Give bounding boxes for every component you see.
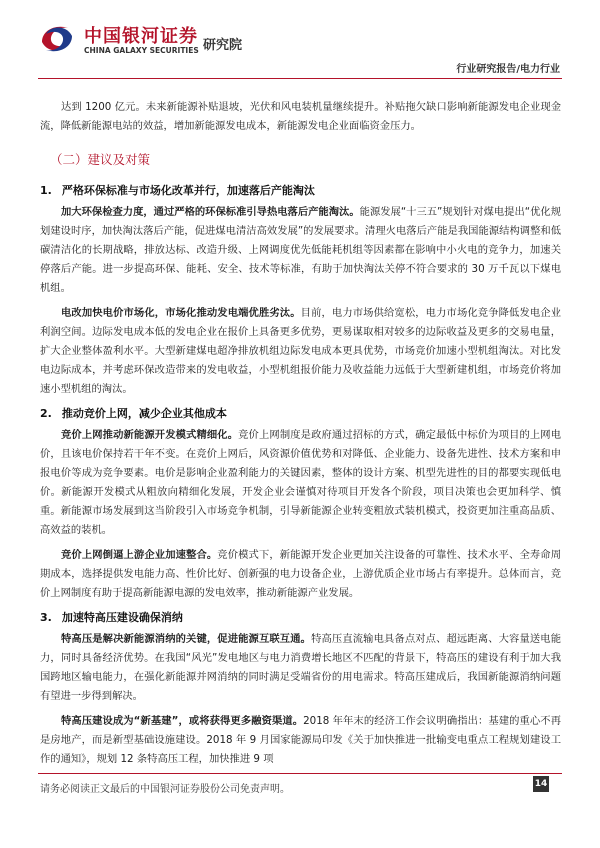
page-header bbox=[0, 0, 600, 80]
report-type: 行业研究报告/电力行业 bbox=[456, 64, 560, 75]
institute-label: 研究院 bbox=[203, 38, 243, 53]
section-heading bbox=[50, 150, 561, 168]
lead-paragraph: 达到 1200 亿元。未来新能源补贴退坡，光伏和风电装机量继续提升。补贴拖欠缺口影响新能源发电企业现金流，降低新能源电站的效益，增加新能源发电成本，新能源发电企业面临资金压力。 bbox=[40, 101, 561, 132]
page-number: 14 bbox=[533, 776, 549, 792]
footer-disclaimer: 请务必阅读正文最后的中国银河证券股份公司免责声明。 bbox=[40, 784, 290, 795]
brand-name-en: CHINA GALAXY SECURITIES bbox=[84, 46, 199, 55]
subsection-heading: 1. 严格环保标准与市场化改革并行，加速落后产能淘汰 bbox=[40, 184, 315, 197]
footer-divider bbox=[38, 773, 562, 774]
document-body bbox=[40, 98, 561, 775]
section-title: （二）建议及对策 bbox=[50, 152, 151, 167]
paragraph: 加大环保检查力度，通过严格的环保标准引导热电落后产能淘汰。能源发展“十三五”规划针对煤电提出“优化规划建设时序，加快淘汰落后产能，促进煤电清洁高效发展”的发展要求。清理火电落后产能是我国能源结构调整和低碳清洁化的长期战略，排放达标、改造升级、上网调度优先低能耗机组等因素都在影响中小火电的竞争力，加速关停落后产能。进一步提高环保、能耗、安全、技术等标准，有助于加快淘汰关停不符合要求的 30 万千瓦以下煤电机组。 bbox=[40, 206, 562, 294]
brand-name-cn: 中国银河证券 bbox=[84, 26, 198, 47]
paragraph: 特高压建设成为“新基建”，或将获得更多融资渠道。2018 年年末的经济工作会议明确指出：基建的重心不再是房地产，而是新型基础设施建设。2018 年 9 月国家能源局印发《关于加快推进一批输变电重点工程规划建设工作的通知》，规划 12 条特高压工程，加快推进 9 项 bbox=[40, 715, 561, 765]
subsection-heading: 2. 推动竞价上网，减少企业其他成本 bbox=[40, 407, 227, 420]
paragraph: 竞价上网倒逼上游企业加速整合。竞价模式下，新能源开发企业更加关注设备的可靠性、技术水平、全寿命周期成本，选择提供发电能力高、性价比好、创新强的电力设备企业，上游优质企业市场占有率提升。总体而言，竞价上网制度有助于提高新能源电源的发电效率，推动新能源产业发展。 bbox=[40, 549, 562, 599]
subsection-heading: 3. 加速特高压建设确保消纳 bbox=[40, 611, 183, 624]
header-divider bbox=[38, 78, 562, 79]
galaxy-logo-icon bbox=[38, 22, 76, 56]
paragraph: 竞价上网推动新能源开发模式精细化。竞价上网制度是政府通过招标的方式，确定最低中标价为项目的上网电价，且该电价保持若干年不变。在竞价上网后，风资源价值优势和对降低、企业能力、设备先进性、技术方案和申报电价等成为竞争要素。电价是影响企业盈利能力的关键因素，整体的设计方案、机型先进性的目的都要实现低电价。新能源开发模式从粗放向精细化发展，开发企业会谨慎对待项目开发各个阶段，项目决策也会更加科学、慎重。新能源市场发展到这当阶段引入市场竞争机制，引导新能源企业转变粗放式装机模式，投资更加注重高品质、高效益的装机。 bbox=[40, 429, 562, 536]
paragraph: 特高压是解决新能源消纳的关键，促进能源互联互通。特高压直流输电具备点对点、超远距离、大容量送电能力，同时具备经济优势。在我国“风光”发电地区与电力消费增长地区不匹配的背景下，特高压的建设有利于加大我国跨地区输电能力，在强化新能源并网消纳的同时满足受端省份的用电需求。特高压建成后，我国新能源消纳问题有望进一步得到解决。 bbox=[40, 633, 562, 702]
paragraph: 电改加快电价市场化，市场化推动发电端优胜劣汰。目前，电力市场供给宽松，电力市场化竞争降低发电企业利润空间。边际发电成本低的发电企业在报价上具备更多优势，更易谋取相对较多的边际收益及更多的交易电量，扩大企业整体盈利水平。大型新建煤电超净排放机组边际发电成本更具优势，市场竞价加速小型机组淘汰。对比发电边际成本，并考虑环保改造带来的发电收益，小型机组报价能力及收益能力远低于大型新建机组，市场竞价将加速小型机组的淘汰。 bbox=[40, 307, 562, 395]
